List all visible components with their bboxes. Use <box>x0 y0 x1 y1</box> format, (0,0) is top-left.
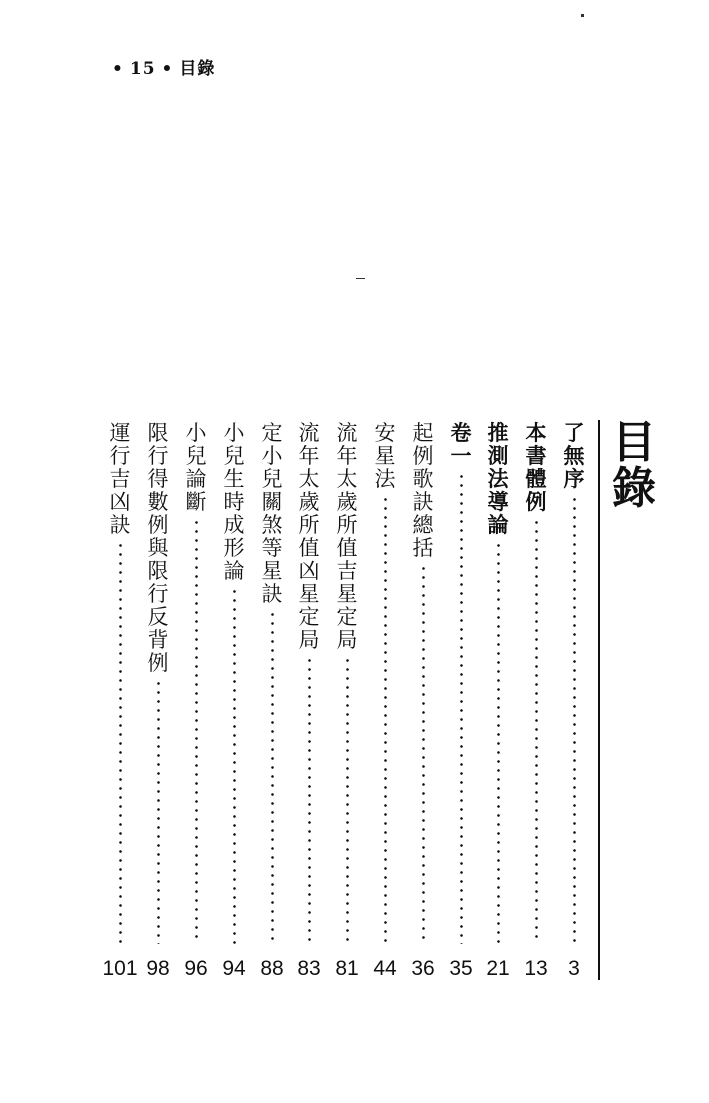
toc-entry-char: 值 <box>336 536 358 560</box>
toc-entry-char: 起 <box>412 421 434 445</box>
dot-leader <box>271 610 274 944</box>
toc-entry-char: 年 <box>336 444 358 468</box>
toc-entry-char: 無 <box>563 444 585 468</box>
toc-entry[interactable] <box>331 422 363 982</box>
toc-entry-char: 年 <box>298 444 320 468</box>
toc-entry[interactable] <box>218 422 250 982</box>
toc-entry-title <box>482 422 514 946</box>
toc-entry-char: 星 <box>298 582 320 606</box>
toc-entry-char: 例 <box>525 490 547 514</box>
toc-entry-page-number: 101 <box>102 957 138 980</box>
dot-leader <box>157 679 160 944</box>
toc-entry-char: 一 <box>450 444 472 468</box>
toc-entry-char: 推 <box>487 421 509 445</box>
toc-entry-char: 法 <box>487 467 509 491</box>
toc-entry-char: 得 <box>147 467 169 491</box>
toc-entry[interactable] <box>558 422 590 982</box>
toc-entry-char: 本 <box>525 421 547 445</box>
toc-entry-page-number: 81 <box>335 957 359 980</box>
dot-leader <box>497 541 500 944</box>
toc-entry-char: 限 <box>147 421 169 445</box>
toc-entry-page-number: 13 <box>524 957 548 980</box>
toc-entry-char: 括 <box>412 536 434 560</box>
toc-entry-title <box>104 422 136 946</box>
toc-entry-title <box>558 422 590 946</box>
toc-entry-char: 論 <box>223 559 245 583</box>
toc-entry-char: 安 <box>374 421 396 445</box>
toc-entry-page-number: 21 <box>486 957 510 980</box>
toc-entry-title <box>407 422 439 946</box>
toc-entry-title <box>180 422 212 946</box>
toc-entry[interactable] <box>180 422 212 982</box>
toc-entry-char: 例 <box>147 513 169 537</box>
toc-entry[interactable] <box>293 422 325 982</box>
dot-leader <box>535 518 538 944</box>
dot-leader <box>346 656 349 944</box>
toc-entry-char: 所 <box>298 513 320 537</box>
toc-entry-page-number: 44 <box>373 957 397 980</box>
toc-entry[interactable] <box>445 422 477 982</box>
toc-entry-page-number: 98 <box>146 957 170 980</box>
toc-entry-char: 生 <box>223 467 245 491</box>
toc-entry-char: 局 <box>298 628 320 652</box>
toc-entry-char: 煞 <box>261 513 283 537</box>
toc-entry-char: 兒 <box>185 444 207 468</box>
toc-entry-page-number: 3 <box>568 957 580 980</box>
header-section-title: 目錄 <box>179 59 216 79</box>
toc-entry-char: 流 <box>336 421 358 445</box>
dot-leader <box>308 656 311 944</box>
toc-entry-char: 斷 <box>185 490 207 514</box>
toc-entry-char: 歲 <box>336 490 358 514</box>
toc-entry[interactable] <box>256 422 288 982</box>
toc-entry-char: 小 <box>261 444 283 468</box>
toc-entry-char: 所 <box>336 513 358 537</box>
toc-entry-char: 小 <box>185 421 207 445</box>
toc-entry-title <box>520 422 552 946</box>
toc-entry-page-number: 36 <box>411 957 435 980</box>
toc-entry-char: 與 <box>147 536 169 560</box>
toc-entry-title <box>218 422 250 946</box>
toc-entry-char: 凶 <box>109 490 131 514</box>
toc-entry-char: 書 <box>525 444 547 468</box>
toc-entry-title <box>445 422 477 946</box>
toc-entry-char: 導 <box>487 490 509 514</box>
toc-entry-char: 訣 <box>261 582 283 606</box>
header-page-number: 15 <box>129 59 156 79</box>
toc-entry-char: 小 <box>223 421 245 445</box>
toc-entry-char: 測 <box>487 444 509 468</box>
toc-entry-char: 行 <box>147 582 169 606</box>
toc-entry-char: 卷 <box>450 421 472 445</box>
toc-entry-char: 值 <box>298 536 320 560</box>
toc-entry[interactable] <box>369 422 401 982</box>
toc-entry[interactable] <box>407 422 439 982</box>
scan-speck <box>581 14 584 17</box>
toc-entry-char: 星 <box>336 582 358 606</box>
toc-entry-page-number: 88 <box>260 957 284 980</box>
toc-entry-char: 歌 <box>412 467 434 491</box>
toc-entry-title <box>142 422 174 946</box>
toc-entry-char: 流 <box>298 421 320 445</box>
toc-entry-char: 例 <box>412 444 434 468</box>
toc-entry-page-number: 83 <box>297 957 321 980</box>
toc-entry-title <box>331 422 363 946</box>
toc-entry-char: 兒 <box>261 467 283 491</box>
header-bullet: • <box>161 59 174 79</box>
toc-entry-char: 太 <box>298 467 320 491</box>
toc-entry-char: 背 <box>147 628 169 652</box>
dot-leader <box>195 518 198 944</box>
toc-entry-char: 時 <box>223 490 245 514</box>
toc-entry-char: 歲 <box>298 490 320 514</box>
toc-entry-page-number: 94 <box>222 957 246 980</box>
toc-entry-char: 形 <box>223 536 245 560</box>
dot-leader <box>460 472 463 944</box>
toc-entry-page-number: 35 <box>449 957 473 980</box>
toc-entry[interactable] <box>142 422 174 982</box>
toc-entry-char: 成 <box>223 513 245 537</box>
toc-entry-char: 太 <box>336 467 358 491</box>
toc-title <box>604 417 664 514</box>
toc-entry-char: 星 <box>261 559 283 583</box>
toc-entry-char: 反 <box>147 605 169 629</box>
toc-entry-char: 論 <box>487 513 509 537</box>
toc-entry-char: 數 <box>147 490 169 514</box>
toc-entry-char: 體 <box>525 467 547 491</box>
toc-entry-char: 限 <box>147 559 169 583</box>
dot-leader <box>573 495 576 944</box>
toc-entry-char: 等 <box>261 536 283 560</box>
toc-entry-char: 例 <box>147 651 169 675</box>
toc-entry-title <box>256 422 288 946</box>
toc-entry-char: 凶 <box>298 559 320 583</box>
toc-entry-char: 定 <box>298 605 320 629</box>
toc-entry-char: 定 <box>261 421 283 445</box>
toc-entry[interactable] <box>520 422 552 982</box>
toc-entry-page-number: 96 <box>184 957 208 980</box>
title-char: 錄 <box>612 463 656 514</box>
toc-entry-char: 吉 <box>336 559 358 583</box>
scan-speck <box>356 278 365 279</box>
toc-entry-char: 序 <box>563 467 585 491</box>
toc-entry-char: 運 <box>109 421 131 445</box>
toc-entry-char: 訣 <box>412 490 434 514</box>
dot-leader <box>119 541 122 944</box>
dot-leader <box>233 587 236 944</box>
dot-leader <box>422 564 425 944</box>
header-bullet: • <box>112 59 124 79</box>
toc-entry[interactable] <box>482 422 514 982</box>
dot-leader <box>384 495 387 944</box>
title-divider <box>598 420 600 980</box>
toc-entry-char: 法 <box>374 467 396 491</box>
running-header <box>112 54 221 79</box>
toc-entry-char: 總 <box>412 513 434 537</box>
toc-entry-char: 星 <box>374 444 396 468</box>
toc-entry-char: 行 <box>109 444 131 468</box>
toc-entry-char: 吉 <box>109 467 131 491</box>
toc-entry-char: 關 <box>261 490 283 514</box>
toc-entry-title <box>369 422 401 946</box>
toc-entry-char: 行 <box>147 444 169 468</box>
toc-entry-char: 論 <box>185 467 207 491</box>
toc-entry[interactable] <box>104 422 136 982</box>
toc-entry-title <box>293 422 325 946</box>
toc-entry-char: 局 <box>336 628 358 652</box>
toc-entry-char: 兒 <box>223 444 245 468</box>
toc-entry-char: 定 <box>336 605 358 629</box>
toc-entry-char: 了 <box>563 421 585 445</box>
title-char: 目 <box>612 417 656 468</box>
toc-entry-char: 訣 <box>109 513 131 537</box>
